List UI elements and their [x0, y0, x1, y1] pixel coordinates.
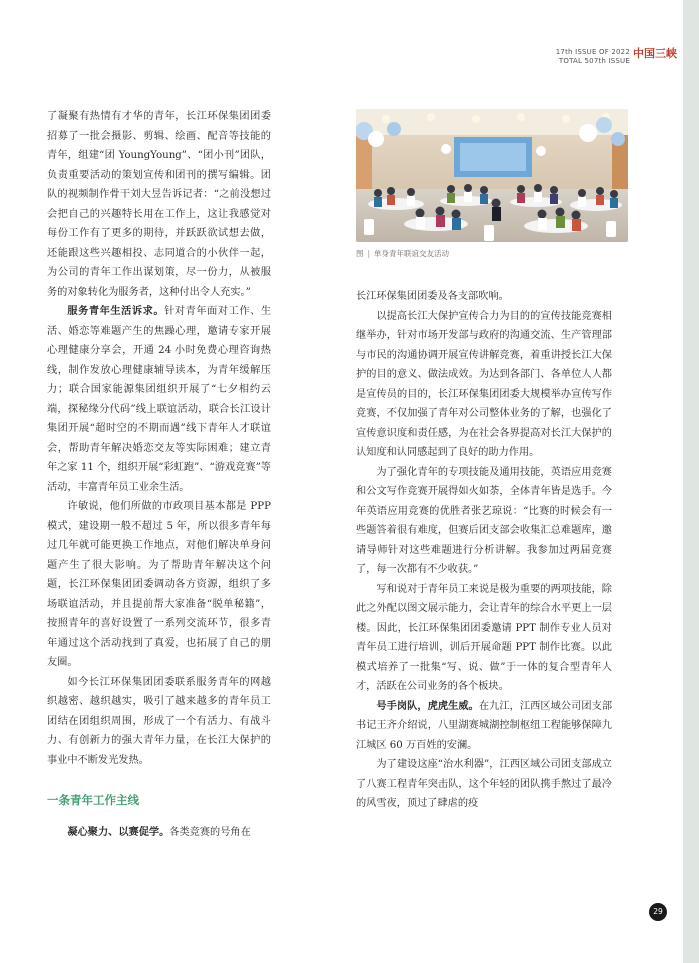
caption-text: 单身青年联谊交友活动 — [374, 249, 450, 258]
paragraph — [47, 302, 271, 497]
bold-lead: 凝心聚力、以赛促学。 — [67, 825, 170, 838]
section-title: 一条青年工作主线 — [47, 793, 139, 807]
event-photo — [356, 109, 628, 242]
right-column — [356, 287, 612, 814]
photo-caption — [356, 248, 449, 259]
paragraph: 如今长江环保集团团委联系服务青年的网越织越密、越织越实，吸引了越来越多的青年员工团结在团组织周围，形成了一个有活力、有战斗力、有创新力的强大青年力量，在长江大保护的事业中不断发光发热。 — [47, 676, 271, 766]
paragraph-text: 针对青年面对工作、生活、婚恋等难题产生的焦躁心理，邀请专家开展心理健康分享会，开通 24 小时免费心理咨询热线，制作发放心理健康辅导读本，为青年缓解压力；联合国家能源集团组织开展了“七夕相约云端，探秘缘分代码”线上联谊活动，联合长江设计集团开展“超时空的不期而遇”线下青年人才联谊会，帮助青年解决婚恋交友等实际困难；建立青年之家 11 个，组织开展“彩虹跑”、“游戏竞赛”等活动，丰富青年员工业余生活。 — [47, 306, 272, 493]
magazine-logo: 中国三峡 — [633, 47, 677, 60]
bold-lead: 号手岗队，虎虎生威。 — [376, 699, 479, 712]
page-edge-band — [683, 0, 699, 963]
left-column — [47, 107, 271, 842]
paragraph: 写和说对于青年员工来说是极为重要的两项技能，除此之外配以图文展示能力，会让青年的综合水平更上一层楼。因此，长江环保集团团委邀请 PPT 制作专业人员对青年员工进行培训，训后开展命题 PPT 制作比赛。以此模式培养了一批集“写、说、做”于一体的复合型青年人才，活跃在公司业务的各个板块。 — [356, 583, 612, 692]
issue-line-1: 17th ISSUE OF 2022 — [555, 48, 630, 56]
paragraph-text: 在九江，江西区域公司团支部书记王齐介绍说，八里湖赛城湖控制枢纽工程能够保障九江城区 60 万百姓的安澜。 — [356, 700, 613, 751]
paragraph: 以提高长江大保护宣传合力为目的的宣传技能竞赛相继举办，针对市场开发部与政府的沟通交流、生产管理部与市民的沟通协调开展宣传讲解竞赛，着重讲授长江大保护的目的意义、做法成效。为达到各部门、各单位人人都是宣传员的目的，长江环保集团团委大规模举办宣传写作竞赛，不仅加强了青年对公司整体业务的了解，也强化了宣传意识度和责任感，为在社会各界提高对长江大保护的认知度和认同感起到了良好的助力作用。 — [356, 310, 612, 458]
issue-line-2: TOTAL 507th ISSUE — [558, 57, 630, 65]
caption-separator: | — [367, 249, 371, 258]
paragraph — [47, 823, 271, 843]
event-photo-image — [356, 109, 628, 242]
page-number: 29 — [649, 903, 667, 921]
paragraph: 了凝聚有热情有才华的青年，长江环保集团团委招募了一批会摄影、剪辑、绘画、配音等技能的青年，组建“团 YoungYoung”、“团小刊”团队，负责重要活动的策划宣传和团刊的撰写编辑。团队的视频制作骨干刘大昱告诉记者：“之前没想过会把自己的兴趣特长用在工作上，这让我感觉对每份工作有了更多的期待，并跃跃欲试想去做，还能跟这些兴趣相投、志同道合的小伙伴一起，为公司的青年工作出谋划策，尽一份力，从被服务的对象转化为服务者，这种付出令人充实。” — [47, 111, 271, 298]
issue-info — [544, 48, 630, 66]
paragraph: 为了建设这座“治水利器”，江西区域公司团支部成立了八赛工程青年突击队，这个年轻的团队携手熬过了最冷的风雪夜，顶过了肆虐的疫 — [356, 759, 612, 809]
paragraph: 为了强化青年的专项技能及通用技能，英语应用竞赛和公文写作竞赛开展得如火如荼，全体青年皆是选手。今年英语应用竞赛的优胜者张艺琼说：“比赛的时候会有一些题答着很有难度，但赛后团支部会收集汇总难题库，邀请导师针对这些难题进行分析讲解。我参加过两届竞赛了，每一次都有不少收获。” — [356, 466, 612, 575]
paragraph: 长江环保集团团委及各支部吹响。 — [356, 291, 509, 302]
caption-prefix: 图 — [356, 249, 364, 258]
paragraph: 许敏说，他们所做的市政项目基本都是 PPP 模式，建设期一般不超过 5 年，所以很多青年每过几年就可能更换工作地点，对他们解决单身问题产生了很大影响。为了帮助青年解决这个问题，长江环保集团团委调动各方资源，组织了多场联谊活动，并且提前帮大家准备“脱单秘籍”，按照青年的喜好设置了一系列交流环节，很多青年通过这个活动找到了真爱，也拓展了自己的朋友圈。 — [47, 501, 271, 668]
paragraph — [356, 697, 612, 756]
bold-lead: 服务青年生活诉求。 — [67, 305, 165, 317]
paragraph-text: 各类竞赛的号角在 — [169, 826, 251, 838]
